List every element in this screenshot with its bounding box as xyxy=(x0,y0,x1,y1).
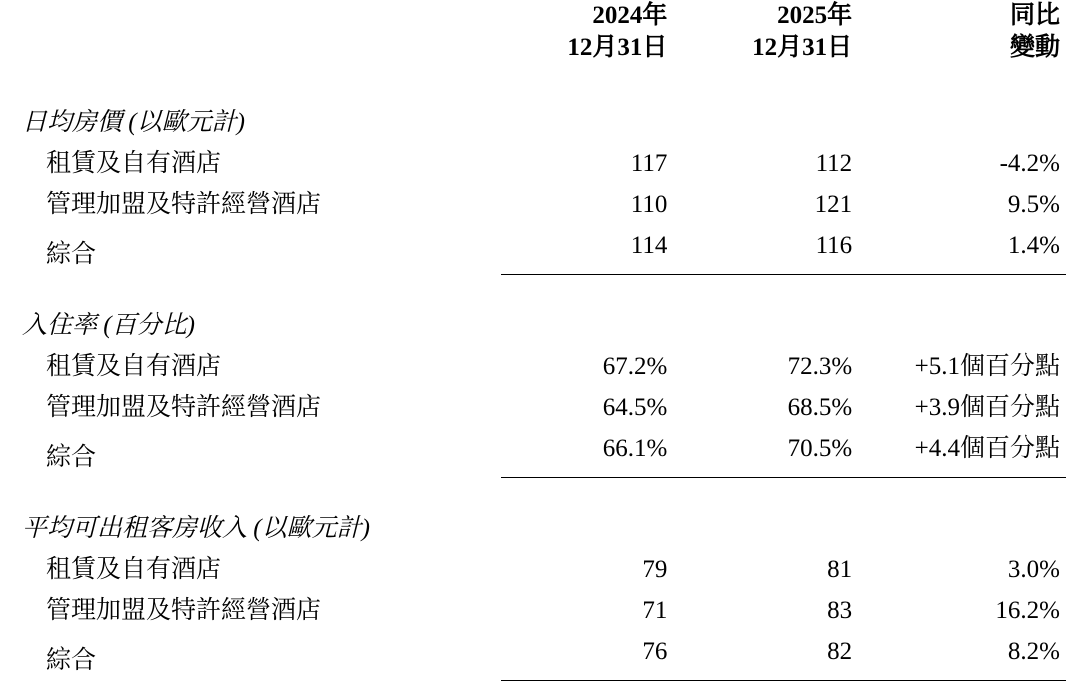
gap-cell xyxy=(687,275,874,306)
gap-cell xyxy=(501,275,688,306)
cell-2024: 79 xyxy=(642,556,668,583)
cell-2025: 81 xyxy=(827,556,853,583)
cell-2025: 112 xyxy=(815,150,853,177)
table-row xyxy=(16,428,1066,478)
spacer-cell xyxy=(501,64,688,102)
section-title: 日均房價 (以歐元計) xyxy=(22,109,245,136)
cell-2025: 68.5% xyxy=(787,394,853,421)
cell-change: 1.4% xyxy=(874,225,1066,275)
cell-change: +3.9個百分點 xyxy=(914,394,1060,421)
header-cell-2024 xyxy=(501,0,688,64)
header-change-line2: 變動 xyxy=(1009,34,1060,61)
header-cell-change xyxy=(874,0,1066,64)
cell-2025: 82 xyxy=(687,631,874,681)
cell-2025: 83 xyxy=(827,597,853,624)
header-2024-line2: 12月31日 xyxy=(567,34,668,61)
cell-change: 9.5% xyxy=(1007,191,1060,218)
cell-2024: 67.2% xyxy=(602,353,668,380)
table-row xyxy=(16,631,1066,681)
row-label: 租賃及自有酒店 xyxy=(46,353,222,380)
header-change-line1: 同比 xyxy=(1009,2,1060,29)
cell-2025: 70.5% xyxy=(687,428,874,478)
gap-cell xyxy=(687,478,874,509)
header-cell-2025 xyxy=(687,0,874,64)
table-header xyxy=(16,0,1066,102)
section-title-row xyxy=(16,305,1066,346)
cell-2025: 72.3% xyxy=(787,353,853,380)
header-2025-line1: 2025年 xyxy=(777,2,853,29)
table-row xyxy=(16,387,1066,428)
cell-2024: 76 xyxy=(501,631,688,681)
row-label: 租賃及自有酒店 xyxy=(46,150,222,177)
cell-2025: 121 xyxy=(814,191,853,218)
cell-2024: 117 xyxy=(630,150,668,177)
cell-change: 3.0% xyxy=(1007,556,1060,583)
row-label: 綜合 xyxy=(46,646,97,674)
section-title-row xyxy=(16,102,1066,143)
header-2025-line2: 12月31日 xyxy=(752,34,853,61)
gap-cell xyxy=(16,275,501,306)
table-row xyxy=(16,590,1066,631)
header-cell-label xyxy=(16,0,501,64)
header-spacer xyxy=(16,64,1066,102)
spacer-cell xyxy=(874,64,1066,102)
hotel-kpi-table xyxy=(16,0,1066,681)
table-row xyxy=(16,143,1066,184)
cell-2024: 64.5% xyxy=(602,394,668,421)
row-label: 綜合 xyxy=(46,443,97,471)
cell-change: 8.2% xyxy=(874,631,1066,681)
table-row xyxy=(16,549,1066,590)
section-title: 入住率 (百分比) xyxy=(22,312,195,339)
table-row xyxy=(16,225,1066,275)
cell-2024: 71 xyxy=(642,597,668,624)
cell-2025: 116 xyxy=(687,225,874,275)
header-2024-line1: 2024年 xyxy=(592,2,668,29)
row-label: 綜合 xyxy=(46,240,97,268)
section-gap xyxy=(16,478,1066,509)
spacer-cell xyxy=(16,64,501,102)
section-title: 平均可出租客房收入 (以歐元計) xyxy=(22,515,370,542)
gap-cell xyxy=(874,275,1066,306)
cell-change: 16.2% xyxy=(995,597,1060,624)
section-title-row xyxy=(16,508,1066,549)
section-gap xyxy=(16,275,1066,306)
cell-2024: 110 xyxy=(630,191,668,218)
header-row xyxy=(16,0,1066,64)
table-row xyxy=(16,184,1066,225)
row-label: 租賃及自有酒店 xyxy=(46,556,222,583)
gap-cell xyxy=(501,478,688,509)
gap-cell xyxy=(16,478,501,509)
row-label: 管理加盟及特許經營酒店 xyxy=(46,191,322,218)
cell-2024: 66.1% xyxy=(501,428,688,478)
cell-change: +4.4個百分點 xyxy=(874,428,1066,478)
cell-change: -4.2% xyxy=(999,150,1060,177)
row-label: 管理加盟及特許經營酒店 xyxy=(46,597,322,624)
table-body xyxy=(16,102,1066,681)
cell-change: +5.1個百分點 xyxy=(914,353,1060,380)
spacer-cell xyxy=(687,64,874,102)
cell-2024: 114 xyxy=(501,225,688,275)
row-label: 管理加盟及特許經營酒店 xyxy=(46,394,322,421)
table-row xyxy=(16,346,1066,387)
gap-cell xyxy=(874,478,1066,509)
